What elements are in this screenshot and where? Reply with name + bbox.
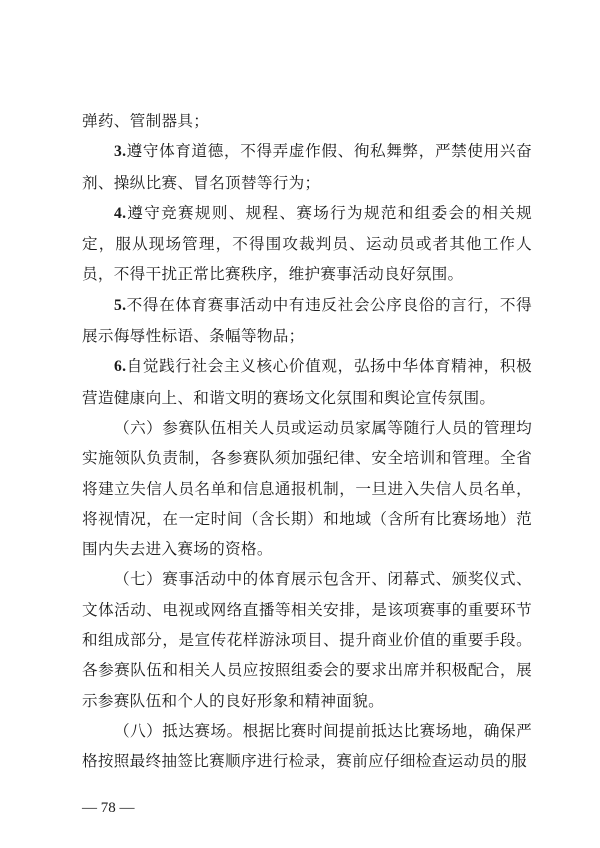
item-number: 5. xyxy=(114,296,127,314)
body-text xyxy=(82,106,532,777)
paragraph-section-6 xyxy=(82,413,532,564)
paragraph-text: 遵守竞赛规则、规程、赛场行为规范和组委会的相关规定，服从现场管理，不得围攻裁判员、运动员或者其他工作人员，不得干扰正常比赛秩序，维护赛事活动良好氛围。 xyxy=(82,203,532,284)
paragraph-text: 不得在体育赛事活动中有违反社会公序良俗的言行，不得展示侮辱性标语、条幅等物品； xyxy=(82,295,532,346)
paragraph-item-4 xyxy=(82,198,532,290)
paragraph-text: 弹药、管制器具； xyxy=(82,112,210,130)
paragraph-text: 自觉践行社会主义核心价值观，弘扬中华体育精神，积极营造健康向上、和谐文明的赛场文化氛围和舆论宣传氛围。 xyxy=(82,357,532,407)
paragraph-text: 遵守体育道德，不得弄虚作假、徇私舞弊，严禁使用兴奋剂、操纵比赛、冒名顶替等行为； xyxy=(82,142,532,192)
page-number: — 78 — xyxy=(82,800,135,816)
item-number: 6. xyxy=(114,358,127,376)
paragraph-text: （七）赛事活动中的体育展示包含开、闭幕式、颁奖仪式、文体活动、电视或网络直播等相关安排，是该项赛事的重要环节和组成部分，是宣传花样游泳项目、提升商业价值的重要手段。各参赛队伍和相关人员应按照组委会的要求出席并积极配合，展示参赛队伍和个人的良好形象和精神面貌。 xyxy=(82,570,532,710)
paragraph-item-6 xyxy=(82,351,532,413)
paragraph-item-5 xyxy=(82,290,532,352)
paragraph-section-8 xyxy=(82,716,532,777)
paragraph-section-7 xyxy=(82,564,532,715)
paragraph-continuation xyxy=(82,106,532,136)
paragraph-item-3 xyxy=(82,136,532,198)
paragraph-text: （六）参赛队伍相关人员或运动员家属等随行人员的管理均实施领队负责制，各参赛队须加强纪律、安全培训和管理。全省将建立失信人员名单和信息通报机制，一旦进入失信人员名单，将视情况，在一定时间（含长期）和地域（含所有比赛场地）范围内失去进入赛场的资格。 xyxy=(82,418,532,559)
item-number: 4. xyxy=(114,204,127,222)
item-number: 3. xyxy=(114,143,127,161)
paragraph-text: （八）抵达赛场。根据比赛时间提前抵达比赛场地，确保严格按照最终抽签比赛顺序进行检录，赛前应仔细检查运动员的服 xyxy=(82,721,532,771)
